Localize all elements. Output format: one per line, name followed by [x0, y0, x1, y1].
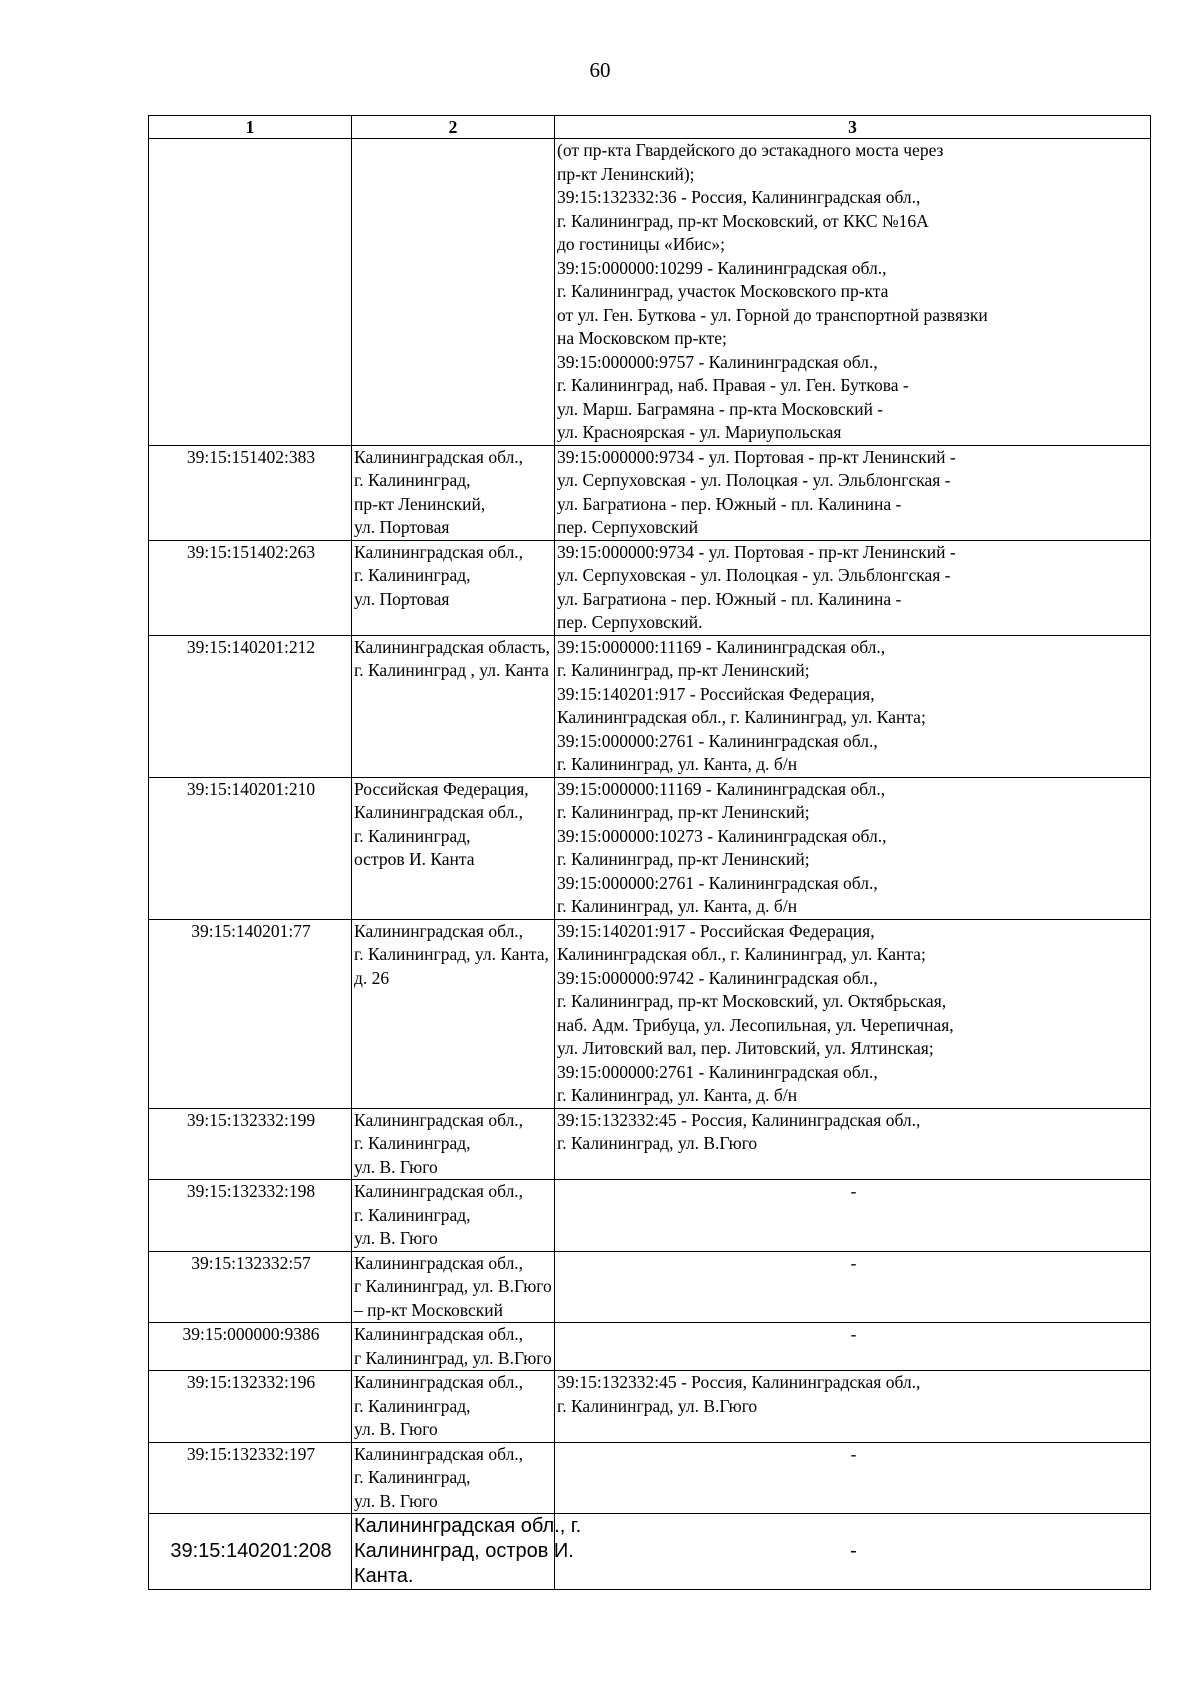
related-parcel-line: г. Калининград, ул. В.Гюго: [557, 1133, 758, 1153]
address-line: г. Калининград , ул. Канта: [354, 660, 549, 680]
address-cell: [352, 635, 555, 777]
table-row: [149, 445, 1151, 540]
column-header-3: 3: [555, 116, 1151, 139]
cadastral-number-cell: 39:15:140201:212: [149, 635, 352, 777]
cadastral-number-cell: 39:15:140201:77: [149, 919, 352, 1108]
related-parcels-cell: [555, 919, 1151, 1108]
related-parcels-cell: [555, 1180, 1151, 1252]
address-line: г. Калининград,: [354, 1204, 471, 1225]
related-parcel-line: 39:15:000000:2761 - Калининградская обл.,: [557, 872, 878, 893]
address-line: д. 26: [354, 967, 390, 988]
table-row: [149, 1323, 1151, 1371]
related-parcel-line: -: [850, 1443, 857, 1464]
cadastral-number-cell: 39:15:132332:199: [149, 1108, 352, 1180]
related-parcel-line: ул. Марш. Баграмяна - пр-кта Московский -: [557, 398, 884, 419]
address-line: г. Калининград,: [354, 825, 471, 846]
related-parcel-line: г. Калининград, ул. Канта, д. б/н: [557, 1085, 798, 1105]
related-parcel-line: 39:15:000000:10299 - Калининградская обл.,: [557, 257, 887, 278]
address-line: Калининградская обл.,: [354, 1181, 524, 1201]
related-parcel-line: г. Калининград, пр-кт Ленинский;: [557, 660, 810, 680]
address-line: ул. В. Гюго: [354, 1156, 438, 1177]
related-parcels-cell: [555, 1442, 1151, 1514]
related-parcel-line: ул. Серпуховская - ул. Полоцкая - ул. Эльблонгская -: [557, 565, 951, 585]
related-parcel-line: пер. Серпуховский.: [557, 612, 703, 632]
address-cell: [352, 1108, 555, 1180]
address-line: Калининградская обл.,: [354, 1252, 524, 1273]
related-parcels-cell: [555, 777, 1151, 919]
address-line: пр-кт Ленинский,: [354, 493, 486, 514]
address-line: Калининградская обл.,: [354, 1372, 524, 1392]
related-parcel-line: (от пр-кта Гвардейского до эстакадного моста через: [557, 140, 944, 160]
address-line: Калининградская обл., г.: [354, 1515, 582, 1537]
address-line: остров И. Канта: [354, 849, 475, 869]
related-parcel-line: пр-кт Ленинский);: [557, 163, 695, 184]
column-header-1: 1: [149, 116, 352, 139]
address-line: Российская Федерация,: [354, 778, 529, 799]
related-parcel-line: г. Калининград, пр-кт Московский, ул. Октябрьская,: [557, 991, 947, 1011]
related-parcel-line: 39:15:000000:11169 - Калининградская обл.,: [557, 636, 886, 657]
related-parcel-line: 39:15:132332:36 - Россия, Калининградская обл.,: [557, 187, 921, 207]
table-row: [149, 1514, 1151, 1590]
address-cell: [352, 1514, 582, 1590]
related-parcel-line: от ул. Ген. Буткова - ул. Горной до транспортной развязки: [557, 304, 988, 325]
related-parcel-line: 39:15:000000:10273 - Калининградская обл.,: [557, 825, 887, 846]
address-cell: [352, 540, 555, 635]
related-parcels-cell: [555, 635, 1151, 777]
cadastral-number-cell: 39:15:132332:57: [149, 1251, 352, 1323]
address-line: – пр-кт Московский: [354, 1299, 503, 1320]
table-row: [149, 1108, 1151, 1180]
cadastral-number-cell: 39:15:000000:9386: [149, 1323, 352, 1371]
related-parcel-line: 39:15:132332:45 - Россия, Калининградская обл.,: [557, 1109, 921, 1130]
related-parcel-line: 39:15:132332:45 - Россия, Калининградская обл.,: [557, 1372, 921, 1392]
related-parcel-line: 39:15:000000:2761 - Калининградская обл.,: [557, 1061, 878, 1082]
table-row: [149, 777, 1151, 919]
table-row: [149, 1251, 1151, 1323]
cadastral-number-cell: 39:15:132332:196: [149, 1371, 352, 1443]
related-parcel-line: 39:15:000000:11169 - Калининградская обл.,: [557, 778, 886, 799]
address-line: г. Калининград,: [354, 565, 471, 585]
address-line: г. Калининград, ул. Канта,: [354, 944, 549, 964]
cadastral-number-cell: 39:15:151402:383: [149, 445, 352, 540]
table-header-row: [149, 116, 1151, 139]
address-line: Калининградская обл.,: [354, 920, 524, 941]
related-parcel-line: г. Калининград, пр-кт Ленинский;: [557, 849, 810, 869]
related-parcel-line: 39:15:000000:2761 - Калининградская обл.,: [557, 730, 878, 751]
related-parcel-line: г. Калининград, ул. Канта, д. б/н: [557, 754, 798, 774]
related-parcel-line: ул. Серпуховская - ул. Полоцкая - ул. Эльблонгская -: [557, 470, 951, 490]
related-parcels-cell: [555, 1251, 1151, 1323]
related-parcels-cell: [555, 1514, 1151, 1590]
cadastral-number-cell: 39:15:132332:197: [149, 1442, 352, 1514]
table-body: [149, 139, 1151, 1590]
table-row: [149, 540, 1151, 635]
related-parcel-line: -: [850, 1324, 857, 1344]
cadastral-number-cell: 39:15:151402:263: [149, 540, 352, 635]
address-line: ул. В. Гюго: [354, 1490, 438, 1511]
address-line: г Калининград, ул. В.Гюго: [354, 1276, 552, 1296]
related-parcel-line: на Московском пр-кте;: [557, 328, 727, 348]
table-row: [149, 1442, 1151, 1514]
cadastral-number-cell: [149, 139, 352, 446]
land-parcels-table: [148, 115, 1151, 1590]
related-parcel-line: г. Калининград, ул. Канта, д. б/н: [557, 896, 798, 916]
related-parcels-cell: [555, 445, 1151, 540]
address-line: Калининградская обл.,: [354, 802, 524, 822]
related-parcel-line: 39:15:140201:917 - Российская Федерация,: [557, 920, 875, 941]
cadastral-number-cell: 39:15:140201:210: [149, 777, 352, 919]
address-cell: [352, 1251, 555, 1323]
table-row: [149, 635, 1151, 777]
address-cell: [352, 777, 555, 919]
table-row: [149, 139, 1151, 446]
related-parcel-line: ул. Багратиона - пер. Южный - пл. Калинина -: [557, 588, 902, 609]
related-parcel-line: г. Калининград, пр-кт Московский, от ККС №16А: [557, 210, 929, 231]
cadastral-number-cell: 39:15:132332:198: [149, 1180, 352, 1252]
address-line: г Калининград, ул. В.Гюго: [354, 1347, 552, 1368]
related-parcel-line: Калининградская обл., г. Калининград, ул. Канта;: [557, 944, 926, 964]
table-row: [149, 1180, 1151, 1252]
address-line: Калининградская обл.,: [354, 446, 524, 467]
address-line: Калининградская область,: [354, 636, 550, 657]
related-parcels-cell: [555, 1323, 1151, 1371]
related-parcels-cell: [555, 1108, 1151, 1180]
related-parcel-line: ул. Багратиона - пер. Южный - пл. Калинина -: [557, 493, 902, 514]
related-parcel-line: ул. Литовский вал, пер. Литовский, ул. Ялтинская;: [557, 1038, 934, 1058]
related-parcel-line: Калининградская обл., г. Калининград, ул. Канта;: [557, 707, 926, 727]
related-parcel-line: ул. Красноярская - ул. Мариупольская: [557, 422, 842, 442]
table-row: [149, 919, 1151, 1108]
address-line: Канта.: [354, 1565, 414, 1587]
address-cell: [352, 139, 555, 446]
address-cell: [352, 919, 555, 1108]
address-cell: [352, 1323, 555, 1371]
related-parcel-line: г. Калининград, пр-кт Ленинский;: [557, 802, 810, 822]
related-parcels-cell: [555, 139, 1151, 446]
related-parcel-line: -: [850, 1181, 857, 1201]
related-parcels-cell: [555, 540, 1151, 635]
address-line: Калининградская обл.,: [354, 1109, 524, 1130]
address-cell: [352, 1442, 555, 1514]
address-line: ул. Портовая: [354, 588, 450, 609]
column-header-2: 2: [352, 116, 555, 139]
address-line: г. Калининград,: [354, 1133, 471, 1153]
related-parcel-line: г. Калининград, наб. Правая - ул. Ген. Буткова -: [557, 375, 909, 395]
address-line: Калининград, остров И.: [354, 1540, 574, 1562]
related-parcel-line: наб. Адм. Трибуца, ул. Лесопильная, ул. Черепичная,: [557, 1014, 954, 1035]
related-parcel-line: 39:15:000000:9757 - Калининградская обл.,: [557, 351, 878, 372]
address-cell: [352, 1371, 555, 1443]
related-parcel-line: 39:15:000000:9742 - Калининградская обл.,: [557, 967, 878, 988]
related-parcel-line: г. Калининград, ул. В.Гюго: [557, 1395, 758, 1416]
related-parcels-cell: [555, 1371, 1151, 1443]
related-parcel-line: -: [850, 1540, 857, 1562]
address-line: ул. В. Гюго: [354, 1228, 438, 1248]
page-number: 60: [589, 58, 611, 82]
related-parcel-line: 39:15:000000:9734 - ул. Портовая - пр-кт Ленинский -: [557, 541, 956, 562]
related-parcel-line: г. Калининград, участок Московского пр-кта: [557, 281, 889, 301]
address-cell: [352, 445, 555, 540]
address-cell: [352, 1180, 555, 1252]
address-line: ул. Портовая: [354, 517, 450, 537]
address-line: Калининградская обл.,: [354, 1443, 524, 1464]
cadastral-number-cell: 39:15:140201:208: [149, 1514, 352, 1590]
related-parcel-line: до гостиницы «Ибис»;: [557, 234, 726, 254]
related-parcel-line: пер. Серпуховский: [557, 517, 699, 537]
address-line: г. Калининград,: [354, 1467, 471, 1487]
related-parcel-line: -: [850, 1252, 857, 1273]
address-line: г. Калининград,: [354, 1395, 471, 1416]
address-line: ул. В. Гюго: [354, 1419, 438, 1439]
address-line: г. Калининград,: [354, 470, 471, 490]
address-line: Калининградская обл.,: [354, 541, 524, 562]
related-parcel-line: 39:15:140201:917 - Российская Федерация,: [557, 683, 875, 704]
address-line: Калининградская обл.,: [354, 1324, 524, 1344]
table-row: [149, 1371, 1151, 1443]
related-parcel-line: 39:15:000000:9734 - ул. Портовая - пр-кт Ленинский -: [557, 446, 956, 467]
